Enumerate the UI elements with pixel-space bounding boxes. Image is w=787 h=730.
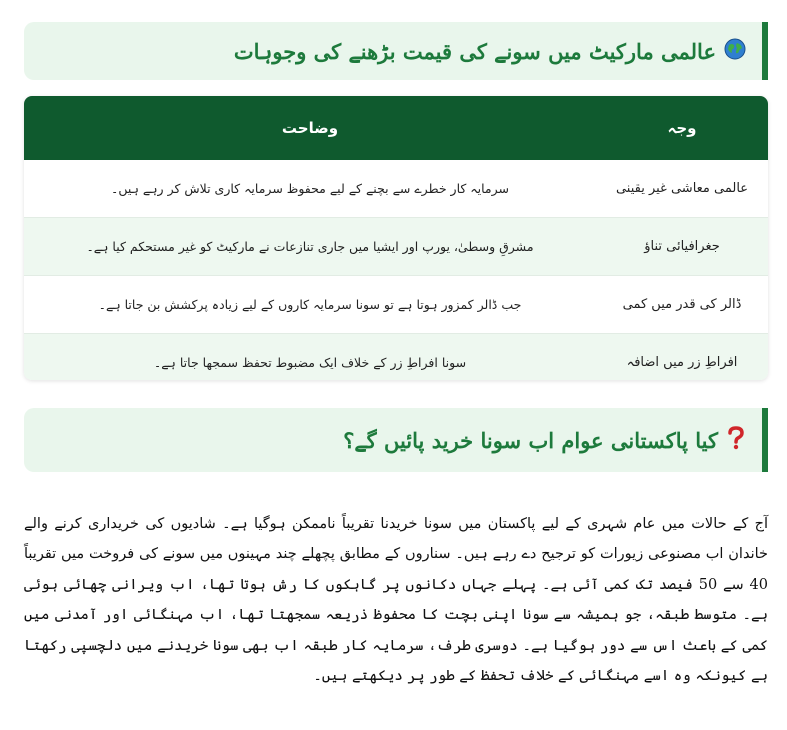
globe-icon — [724, 38, 746, 64]
reasons-table — [24, 96, 768, 380]
table-row — [24, 218, 768, 276]
row-reason: افراطِ زر میں اضافہ — [596, 334, 768, 381]
table-row — [24, 160, 768, 218]
section-heading-box — [24, 408, 768, 472]
row-explanation: جب ڈالر کمزور ہوتا ہے تو سونا سرمایہ کاروں کے لیے زیادہ پرکشش بن جاتا ہے۔ — [24, 276, 596, 334]
question-icon — [726, 426, 746, 454]
body-paragraph: آج کے حالات میں عام شہری کے لیے پاکستان میں سونا خریدنا تقریباً ناممکن ہوگیا ہے۔ شادیوں کی خریداری کرنے والے خاندان اب مصنوعی زیورات کو ترجیح دے رہے ہیں۔ سناروں کے مطابق پچھلے چند مہینوں میں سونے کی فروخت میں تقریباً 40 سے 50 فیصد تک کمی آئی ہے۔ پہلے جہاں دکانوں پر گاہکوں کا رش ہوتا تھا، اب ویرانی چھائی ہوئی ہے۔ متوسط طبقہ، جو ہمیشہ سے سونا اپنی بچت کا محفوظ ذریعہ سمجھتا تھا، اب مہنگائی اور آمدنی میں کمی کے باعث اس سے دور ہوگیا ہے۔ دوسری طرف، سرمایہ کار طبقہ اب بھی سونا خریدنے میں دلچسپی رکھتا ہے کیونکہ وہ اسے مہنگائی کے خلاف تحفظ کے طور پر دیکھتے ہیں۔ — [24, 515, 768, 684]
reasons-table-card — [24, 96, 768, 380]
row-explanation: مشرقِ وسطیٰ، یورپ اور ایشیا میں جاری تنازعات نے مارکیٹ کو غیر مستحکم کیا ہے۔ — [24, 218, 596, 276]
row-reason: ڈالر کی قدر میں کمی — [596, 276, 768, 334]
row-explanation: سونا افراطِ زر کے خلاف ایک مضبوط تحفظ سمجھا جاتا ہے۔ — [24, 334, 596, 381]
section-heading: عالمی مارکیٹ میں سونے کی قیمت بڑھنے کی وجوہات — [233, 38, 716, 64]
table-row — [24, 276, 768, 334]
row-reason: جغرافیائی تناؤ — [596, 218, 768, 276]
row-explanation: سرمایہ کار خطرے سے بچنے کے لیے محفوظ سرمایہ کاری تلاش کر رہے ہیں۔ — [24, 160, 596, 218]
row-reason: عالمی معاشی غیر یقینی — [596, 160, 768, 218]
section-heading-box — [24, 22, 768, 80]
column-header-explanation: وضاحت — [24, 96, 596, 160]
table-header-row — [24, 96, 768, 160]
table-row — [24, 334, 768, 381]
column-header-reason: وجہ — [596, 96, 768, 160]
section-heading: کیا پاکستانی عوام اب سونا خرید پائیں گے؟ — [343, 427, 718, 453]
